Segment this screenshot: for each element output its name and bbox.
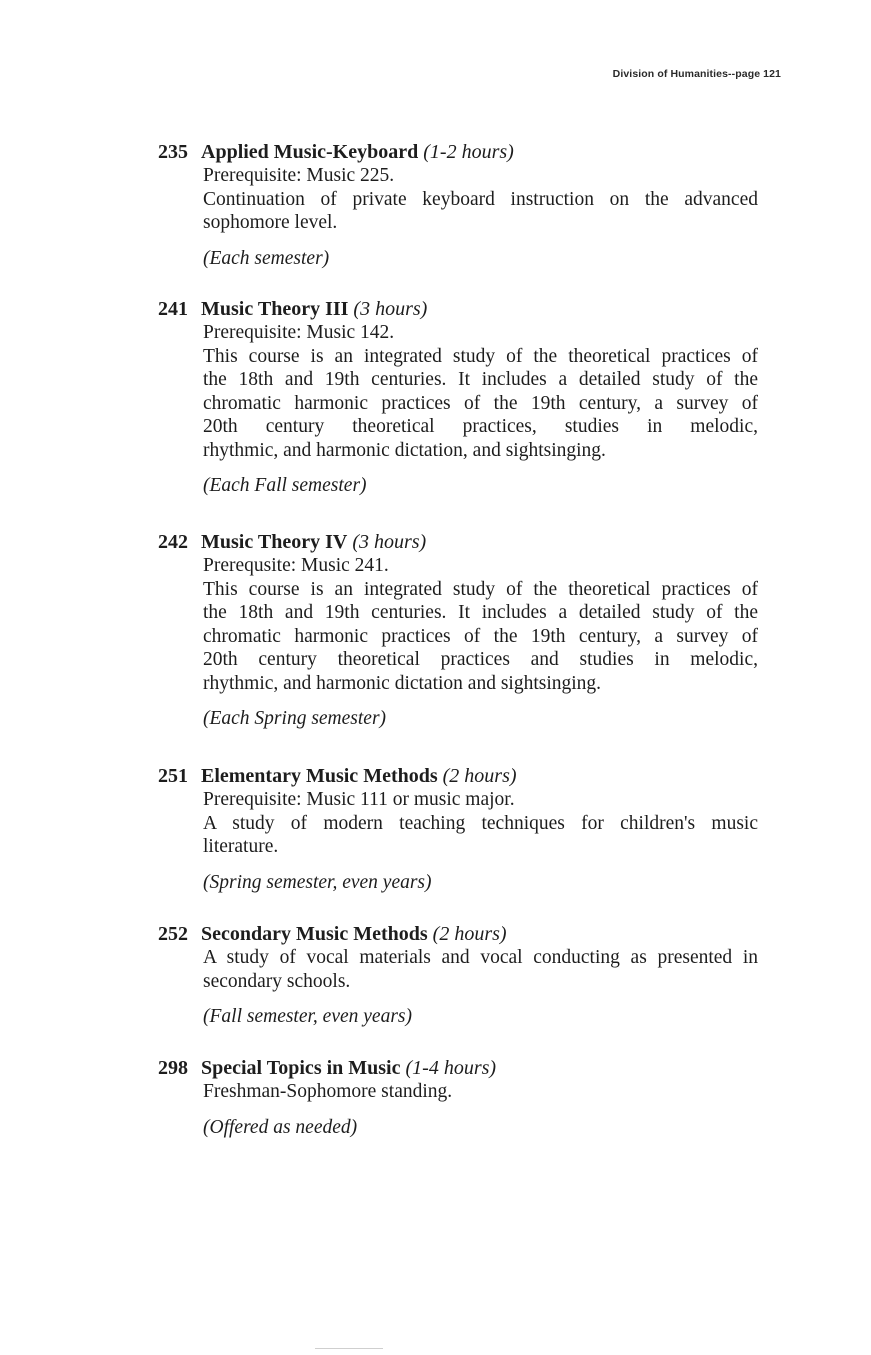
footer-rule [315,1348,383,1349]
course-number: 235 [158,141,188,163]
course-hours: (3 hours) [352,531,427,553]
description-line: chromatic harmonic practices of the 19th century, a survey of [203,625,758,647]
course-number: 298 [158,1057,188,1079]
course-body [203,321,758,498]
course-entry-242 [158,530,758,731]
description-line: chromatic harmonic practices of the 19th century, a survey of [203,392,758,414]
course-number: 252 [158,923,188,945]
description-line: This course is an integrated study of the theoretical practices of [203,345,758,367]
course-hours: (2 hours) [442,765,517,787]
course-body [203,164,758,270]
course-title-line [158,1056,758,1080]
course-title: Music Theory III [201,298,349,320]
course-schedule: (Fall semester, even years) [203,1006,413,1027]
course-entry-252 [158,922,758,1029]
description-line: rhythmic, and harmonic dictation, and sightsinging. [203,439,606,461]
course-title: Special Topics in Music [201,1057,401,1079]
course-prerequisite: Prerequsite: Music 241. [203,555,389,576]
description-line: A study of vocal materials and vocal conducting as presented in [203,947,758,968]
course-number: 251 [158,765,188,787]
course-schedule: (Spring semester, even years) [203,871,432,893]
course-prerequisite: Prerequisite: Music 225. [203,165,395,186]
course-title: Elementary Music Methods [201,765,438,787]
description-line: 20th century theoretical practices, studies in melodic, [203,416,758,437]
course-body [203,946,758,1029]
course-title: Music Theory IV [201,531,348,553]
course-schedule: (Each semester) [203,247,330,269]
course-hours: (2 hours) [432,923,507,945]
course-title-line [158,530,758,554]
course-entry-241 [158,297,758,498]
course-title-line [158,764,758,788]
course-body [203,554,758,731]
course-number: 242 [158,531,188,553]
course-title-line [158,922,758,946]
description-line: the 18th and 19th centuries. It includes a detailed study of the [203,602,758,623]
course-hours: (1-2 hours) [423,141,514,163]
description-line: secondary schools. [203,970,351,992]
course-schedule: (Offered as needed) [203,1116,358,1138]
description-line: 20th century theoretical practices and studies in melodic, [203,649,758,670]
course-body [203,1080,758,1139]
course-hours: (3 hours) [353,298,428,320]
course-schedule: (Each Spring semester) [203,708,387,729]
course-prerequisite: Prerequisite: Music 111 or music major. [203,789,515,810]
description-line: the 18th and 19th centuries. It includes a detailed study of the [203,369,758,390]
course-prerequisite: Freshman-Sophomore standing. [203,1081,453,1102]
course-prerequisite: Prerequisite: Music 142. [203,322,395,343]
course-entry-251 [158,764,758,894]
course-title-line [158,140,758,164]
description-line: Continuation of private keyboard instruction on the advanced [203,188,758,210]
course-number: 241 [158,298,188,320]
description-line: This course is an integrated study of the theoretical practices of [203,578,758,600]
course-entry-298 [158,1056,758,1139]
description-line: rhythmic, and harmonic dictation and sightsinging. [203,672,602,694]
running-header: Division of Humanities--page 121 [612,68,781,80]
description-line: A study of modern teaching techniques for children's music [203,812,758,834]
course-entry-235 [158,140,758,270]
course-body [203,788,758,894]
course-title: Secondary Music Methods [201,923,428,945]
description-line: sophomore level. [203,212,338,233]
description-line: literature. [203,836,279,857]
course-title: Applied Music-Keyboard [201,141,419,163]
course-hours: (1-4 hours) [405,1057,497,1079]
course-schedule: (Each Fall semester) [203,475,367,496]
course-title-line [158,297,758,321]
